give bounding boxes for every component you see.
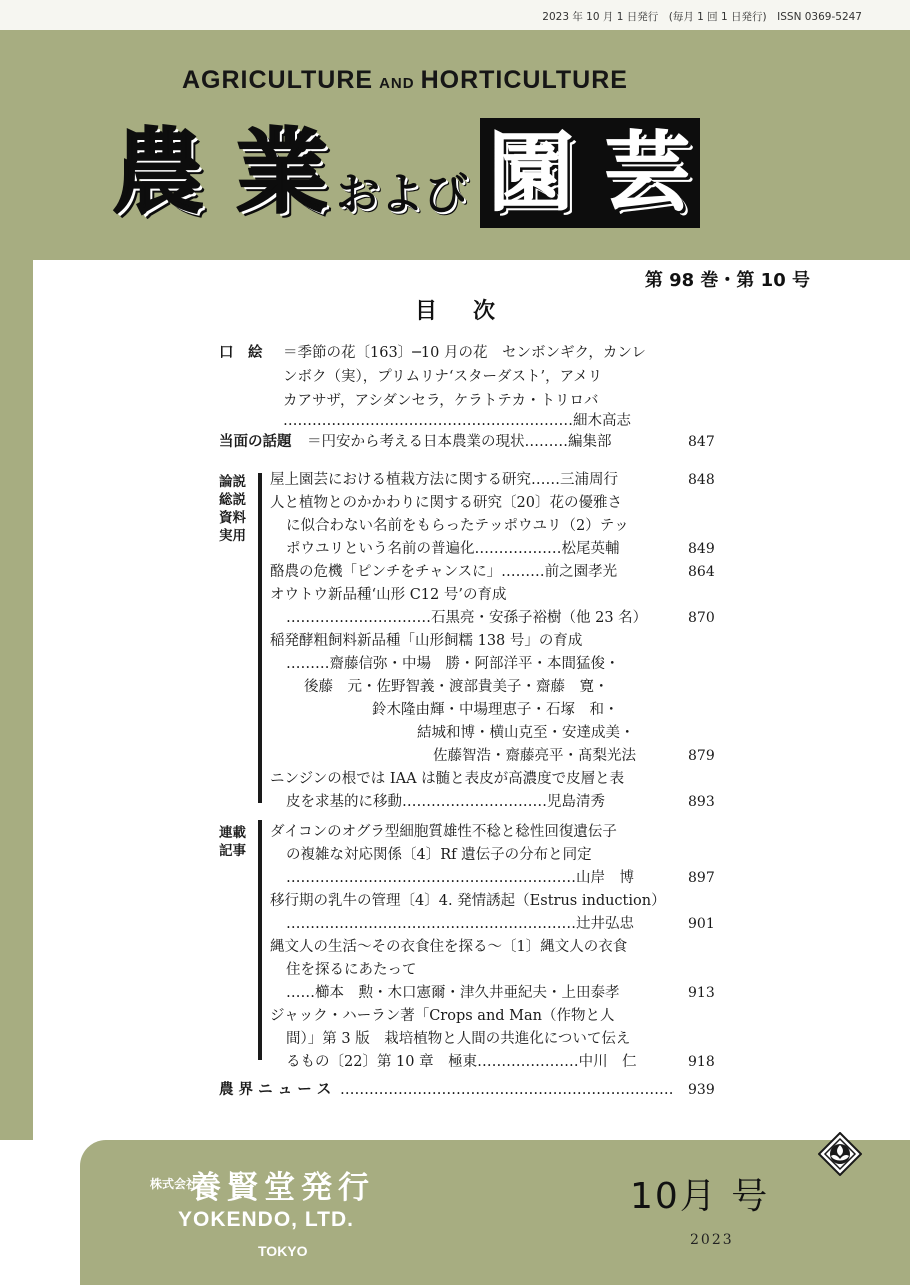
kuchie-line-2: ンボク（実），プリムリナ‘スターダスト’，アメリ (283, 369, 603, 385)
serial-1-page: 897 (688, 870, 715, 886)
issue-year: 2023 (690, 1232, 734, 1248)
articles-bar (258, 473, 262, 803)
japanese-title-part-1: 農 業 (112, 119, 329, 226)
publisher-emblem-icon (818, 1132, 862, 1176)
article-4-line-1: オウトウ新品種‘山形 C12 号’の育成 (270, 587, 507, 603)
japanese-title-part-2: 園 芸 (488, 123, 690, 223)
table-of-contents (0, 338, 910, 1118)
publisher-english: YOKENDO, LTD. (178, 1208, 354, 1231)
article-4-page: 870 (688, 610, 715, 626)
japanese-title-box (480, 118, 700, 228)
article-2-line-1: 人と植物とのかかわりに関する研究〔20〕花の優雅さ (270, 495, 622, 511)
article-2-line-2: に似合わない名前をもらったテッポウユリ（2）テッ (286, 518, 629, 534)
toc-heading: 目次 (414, 299, 531, 324)
topic-text: ＝円安から考える日本農業の現状………編集部 (307, 434, 612, 450)
serial-4-line-2: 間）」第 3 版 栽培植物と人間の共進化について伝え (286, 1031, 631, 1047)
kuchie-line-3: カアサザ，アシダンセラ，ケラトテカ・トリロバ (283, 393, 599, 409)
serial-1-line-3: ……………………………………………………山岸 博 (286, 870, 634, 886)
article-6-page: 893 (688, 794, 715, 810)
english-title-part-1: AGRICULTURE (182, 66, 374, 94)
serial-3-page: 913 (688, 985, 715, 1001)
topic-page: 847 (688, 434, 715, 450)
article-6-line-1: ニンジンの根では IAA は髄と表皮が高濃度で皮層と表 (270, 771, 625, 787)
kuchie-label: 口 絵 (219, 345, 263, 361)
japanese-title-and: および (336, 169, 469, 220)
corporation-mark: 株式会社 (150, 1177, 199, 1191)
serials-category: 連載記事 (219, 825, 246, 859)
volume-number: 第 98 巻・第 10 号 (644, 270, 810, 291)
article-5-line-6: 佐藤智浩・齋藤亮平・髙梨光法 (433, 748, 636, 764)
serial-2-line-2: ……………………………………………………辻井弘忠 (286, 916, 634, 932)
article-1-page: 848 (688, 472, 715, 488)
article-5-line-5: 結城和博・横山克至・安達成美・ (417, 725, 635, 741)
serial-4-page: 918 (688, 1054, 715, 1070)
news-label: 農 界 ニ ュ ー ス (219, 1082, 332, 1098)
serial-2-line-1: 移行期の乳牛の管理〔4〕4. 発情誘起（Estrus induction） (270, 893, 666, 909)
article-5-line-4: 鈴木隆由輝・中場理恵子・石塚 和・ (372, 702, 619, 718)
article-1-line-1: 屋上園芸における植栽方法に関する研究……三浦周行 (270, 472, 618, 488)
issue-month: 10月 号 (630, 1176, 770, 1217)
english-title (182, 66, 628, 95)
news-page: 939 (688, 1082, 715, 1098)
serials-bar (258, 820, 262, 1060)
serial-1-line-2: の複雑な対応関係〔4〕Rf 遺伝子の分布と同定 (286, 847, 592, 863)
article-2-line-3: ポウユリという名前の普遍化………………松尾英輔 (286, 541, 620, 557)
english-title-and: AND (379, 75, 415, 92)
kuchie-line-4: ……………………………………………………細木高志 (283, 413, 631, 429)
kuchie-line-1: ＝季節の花〔163〕─10 月の花 センボンギク，カンレ (283, 345, 647, 361)
serial-2-page: 901 (688, 916, 715, 932)
article-3-line-1: 酪農の危機「ピンチをチャンスに」………前之園孝光 (270, 564, 618, 580)
article-5-line-1: 稲発酵粗飼料新品種「山形飼糯 138 号」の育成 (270, 633, 583, 649)
publication-info: 2023 年 10 月 1 日発行 (毎月 1 回 1 日発行) ISSN 0369-5247 (542, 11, 862, 23)
serial-3-line-3: ……櫛本 勲・木口憲爾・津久井亜紀夫・上田泰孝 (286, 985, 620, 1001)
english-title-part-2: HORTICULTURE (420, 66, 628, 94)
japanese-title (112, 118, 700, 228)
article-5-line-3: 後藤 元・佐野智義・渡部貴美子・齋藤 寛・ (304, 679, 609, 695)
news-leader-dots: …………………………………………………………… (340, 1082, 674, 1098)
article-6-line-2: 皮を求基的に移動…………………………児島清秀 (286, 794, 605, 810)
serial-3-line-1: 縄文人の生活～その衣食住を探る～〔1〕縄文人の衣食 (270, 939, 628, 955)
serial-3-line-2: 住を探るにあたって (286, 962, 417, 978)
article-5-line-2: ………齋藤信弥・中場 勝・阿部洋平・本間猛俊・ (286, 656, 620, 672)
articles-category: 論説総説資料実用 (219, 474, 246, 544)
serial-1-line-1: ダイコンのオグラ型細胞質雄性不稔と稔性回復遺伝子 (270, 824, 617, 840)
topic-label: 当面の話題 (219, 434, 292, 450)
article-5-page: 879 (688, 748, 715, 764)
publisher-name: 養賢堂発行 (190, 1170, 375, 1206)
article-3-page: 864 (688, 564, 715, 580)
publisher-japanese (150, 1162, 375, 1207)
article-4-line-2: …………………………石黒亮・安孫子裕樹（他 23 名） (286, 610, 648, 626)
publisher-city: TOKYO (258, 1243, 308, 1259)
serial-4-line-3: るもの〔22〕第 10 章 極東…………………中川 仁 (286, 1054, 637, 1070)
article-2-page: 849 (688, 541, 715, 557)
serial-4-line-1: ジャック・ハーラン著「Crops and Man（作物と人 (270, 1008, 615, 1024)
